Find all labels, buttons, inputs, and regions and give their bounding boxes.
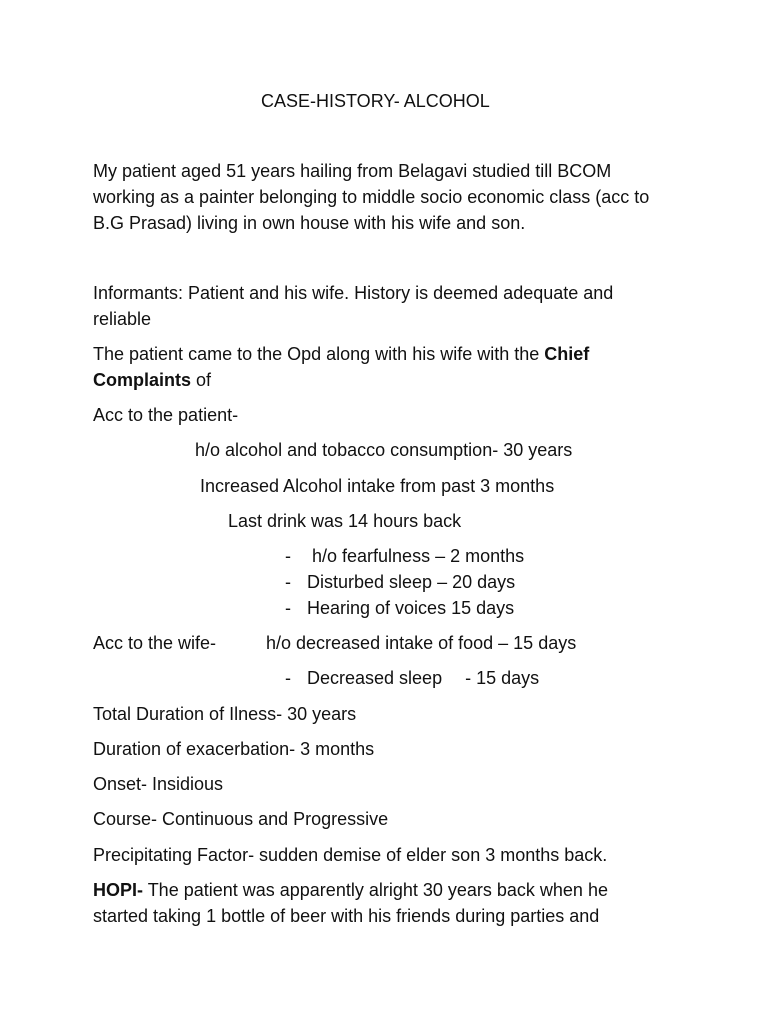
- hopi-paragraph: [93, 877, 683, 929]
- dash-item-text: Disturbed sleep – 20 days: [307, 572, 516, 592]
- chief-complaints-line: [93, 367, 683, 393]
- hopi-text: The patient was apparently alright 30 years back when he: [143, 880, 608, 900]
- informants-paragraph: [93, 280, 683, 332]
- chief-complaints-paragraph: [93, 341, 683, 393]
- hopi-line: started taking 1 bottle of beer with his friends during parties and: [93, 906, 600, 926]
- dash-bullet: -: [285, 598, 291, 618]
- dash-bullet: -: [285, 572, 291, 592]
- document-title: CASE-HISTORY- ALCOHOL: [261, 91, 490, 111]
- informants-line: Informants: Patient and his wife. History is deemed adequate and: [93, 283, 614, 303]
- patient-complaint: h/o alcohol and tobacco consumption- 30 years: [195, 440, 573, 460]
- dash-item-value: - 15 days: [465, 668, 540, 688]
- intro-line: working as a painter belonging to middle socio economic class (acc to: [93, 187, 650, 207]
- intro-paragraph: [93, 158, 683, 236]
- chief-complaints-line: [93, 341, 683, 367]
- total-duration: Total Duration of Ilness- 30 years: [93, 704, 357, 724]
- informants-line: reliable: [93, 309, 152, 329]
- dash-bullet: -: [285, 546, 291, 566]
- hopi-line: [93, 877, 683, 903]
- chief-complaints-prefix: The patient came to the Opd along with his wife with the: [93, 344, 545, 364]
- dash-bullet: -: [285, 668, 291, 688]
- acc-patient-label: Acc to the patient-: [93, 405, 239, 425]
- dash-item-text: h/o fearfulness – 2 months: [312, 546, 525, 566]
- acc-wife-label: Acc to the wife-: [93, 633, 217, 653]
- chief-label: Chief: [544, 344, 590, 364]
- hopi-label: HOPI-: [93, 880, 144, 900]
- wife-dash-item: [285, 665, 539, 691]
- precipitating-factor: Precipitating Factor- sudden demise of elder son 3 months back.: [93, 845, 608, 865]
- patient-dash-item: [285, 569, 515, 595]
- dash-item-text: Hearing of voices 15 days: [307, 598, 515, 618]
- wife-complaint: h/o decreased intake of food – 15 days: [266, 633, 577, 653]
- chief-complaints-suffix: of: [191, 370, 212, 390]
- exacerbation-duration: Duration of exacerbation- 3 months: [93, 739, 375, 759]
- patient-dash-item: [285, 543, 524, 569]
- onset: Onset- Insidious: [93, 774, 224, 794]
- course: Course- Continuous and Progressive: [93, 809, 389, 829]
- complaints-label: Complaints: [93, 370, 192, 390]
- patient-dash-item: [285, 595, 514, 621]
- dash-item-label: Decreased sleep: [307, 668, 443, 688]
- intro-line: B.G Prasad) living in own house with his wife and son.: [93, 213, 526, 233]
- patient-complaint: Increased Alcohol intake from past 3 months: [200, 476, 555, 496]
- patient-complaint: Last drink was 14 hours back: [228, 511, 462, 531]
- intro-line: My patient aged 51 years hailing from Belagavi studied till BCOM: [93, 161, 612, 181]
